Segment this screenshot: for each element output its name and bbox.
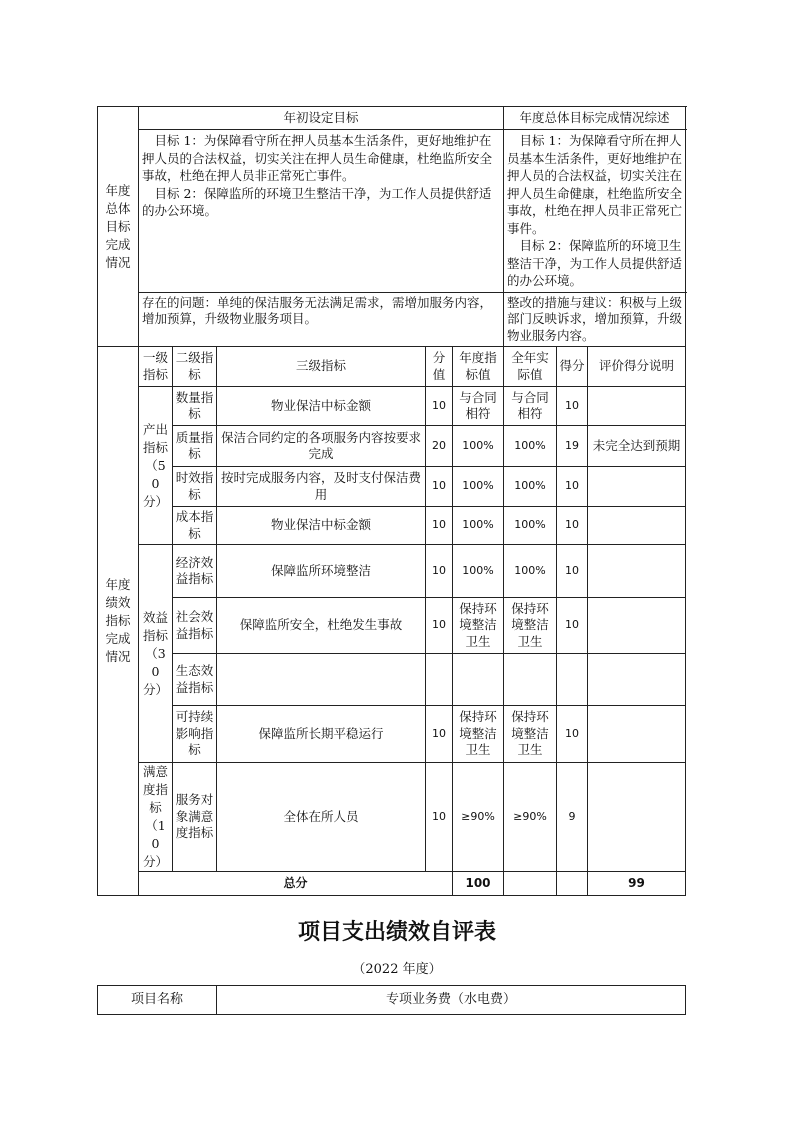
summary-header: 年度总体目标完成情况综述 — [504, 107, 686, 130]
level3-cell: 保障监所长期平稳运行 — [217, 706, 426, 763]
summary-goals — [504, 130, 686, 293]
target-cell: 100% — [453, 426, 504, 467]
document-year: （2022 年度） — [352, 962, 442, 977]
level3-cell — [217, 654, 426, 706]
level2-cell: 成本指标 — [173, 507, 217, 545]
target-cell: ≥90% — [453, 763, 504, 872]
level3-cell: 保障监所环境整洁 — [217, 545, 426, 598]
level3-cell: 保障监所安全，杜绝发生事故 — [217, 598, 426, 654]
note-cell — [588, 545, 686, 598]
group-benefit: 效益指标（30分） — [139, 545, 173, 763]
got-cell: 9 — [557, 763, 588, 872]
note-cell — [588, 654, 686, 706]
score-cell: 10 — [426, 387, 453, 426]
score-cell: 20 — [426, 426, 453, 467]
note-cell — [588, 467, 686, 507]
total-score: 100 — [453, 872, 504, 896]
header-actual: 全年实际值 — [504, 347, 557, 387]
project-info-table — [97, 985, 686, 1015]
project-name-value: 专项业务费（水电费） — [217, 986, 686, 1015]
got-cell: 19 — [557, 426, 588, 467]
table-row — [98, 426, 686, 467]
got-cell: 10 — [557, 706, 588, 763]
measures-text: 整改的措施与建议：积极与上级部门反映诉求，增加预算，升级物业服务内容。 — [504, 292, 686, 347]
initial-goal-2: 目标 2：保障监所的环境卫生整洁干净，为工作人员提供舒适的办公环境。 — [142, 185, 492, 218]
actual-cell: ≥90% — [504, 763, 557, 872]
table-row — [98, 763, 686, 872]
score-cell: 10 — [426, 467, 453, 507]
level3-cell: 按时完成服务内容，及时支付保洁费用 — [217, 467, 426, 507]
actual-cell: 100% — [504, 545, 557, 598]
table-row — [98, 545, 686, 598]
table-row — [98, 654, 686, 706]
total-got: 99 — [588, 872, 686, 896]
header-target: 年度指标值 — [453, 347, 504, 387]
score-cell: 10 — [426, 598, 453, 654]
got-cell: 10 — [557, 507, 588, 545]
total-label: 总分 — [139, 872, 453, 896]
level3-cell: 全体在所人员 — [217, 763, 426, 872]
project-name-label: 项目名称 — [98, 986, 217, 1015]
score-cell — [426, 654, 453, 706]
level2-cell: 经济效益指标 — [173, 545, 217, 598]
target-cell: 保持环境整洁卫生 — [453, 598, 504, 654]
level2-cell: 数量指标 — [173, 387, 217, 426]
total-actual — [557, 872, 588, 896]
header-score: 分值 — [426, 347, 453, 387]
total-target — [504, 872, 557, 896]
table-row — [98, 706, 686, 763]
got-cell — [557, 654, 588, 706]
got-cell: 10 — [557, 598, 588, 654]
level2-cell: 服务对象满意度指标 — [173, 763, 217, 872]
summary-goal-2: 目标 2：保障监所的环境卫生整洁干净，为工作人员提供舒适的办公环境。 — [507, 238, 683, 288]
header-level3: 三级指标 — [217, 347, 426, 387]
initial-goals — [139, 130, 504, 293]
target-cell: 100% — [453, 467, 504, 507]
score-cell: 10 — [426, 763, 453, 872]
level2-cell: 时效指标 — [173, 467, 217, 507]
target-cell: 100% — [453, 507, 504, 545]
table-row — [98, 507, 686, 545]
performance-table — [97, 106, 686, 896]
summary-goal-1: 目标 1：为保障看守所在押人员基本生活条件，更好地维护在押人员的合法权益，切实关注在押人员生命健康，杜绝监所安全事故，杜绝在押人员非正常死亡事件。 — [507, 133, 683, 236]
target-cell: 与合同相符 — [453, 387, 504, 426]
header-level2: 二级指标 — [173, 347, 217, 387]
level2-cell: 质量指标 — [173, 426, 217, 467]
header-got: 得分 — [557, 347, 588, 387]
note-cell — [588, 387, 686, 426]
actual-cell: 100% — [504, 426, 557, 467]
header-note: 评价得分说明 — [588, 347, 686, 387]
got-cell: 10 — [557, 467, 588, 507]
level2-cell: 可持续影响指标 — [173, 706, 217, 763]
level3-cell: 物业保洁中标金额 — [217, 507, 426, 545]
table-row — [98, 598, 686, 654]
note-cell: 未完全达到预期 — [588, 426, 686, 467]
note-cell — [588, 706, 686, 763]
perf-section-label: 年度绩效指标完成情况 — [98, 347, 139, 896]
goal-section-label: 年度总体目标完成情况 — [98, 107, 139, 347]
level3-cell: 物业保洁中标金额 — [217, 387, 426, 426]
level3-cell: 保洁合同约定的各项服务内容按要求完成 — [217, 426, 426, 467]
document-title: 项目支出绩效自评表 — [297, 920, 496, 945]
score-cell: 10 — [426, 507, 453, 545]
note-cell — [588, 763, 686, 872]
initial-goals-header: 年初设定目标 — [139, 107, 504, 130]
actual-cell: 100% — [504, 507, 557, 545]
actual-cell: 与合同相符 — [504, 387, 557, 426]
group-output: 产出指标（50分） — [139, 387, 173, 545]
got-cell: 10 — [557, 387, 588, 426]
total-row — [98, 872, 686, 896]
actual-cell: 保持环境整洁卫生 — [504, 598, 557, 654]
score-cell: 10 — [426, 706, 453, 763]
actual-cell: 保持环境整洁卫生 — [504, 706, 557, 763]
got-cell: 10 — [557, 545, 588, 598]
note-cell — [588, 598, 686, 654]
target-cell: 保持环境整洁卫生 — [453, 706, 504, 763]
group-satisfaction: 满意度指标（10分） — [139, 763, 173, 872]
header-level1: 一级指标 — [139, 347, 173, 387]
target-cell — [453, 654, 504, 706]
actual-cell — [504, 654, 557, 706]
actual-cell: 100% — [504, 467, 557, 507]
target-cell: 100% — [453, 545, 504, 598]
level2-cell: 社会效益指标 — [173, 598, 217, 654]
level2-cell: 生态效益指标 — [173, 654, 217, 706]
problems-text: 存在的问题：单纯的保洁服务无法满足需求，需增加服务内容，增加预算，升级物业服务项目。 — [139, 292, 504, 347]
note-cell — [588, 507, 686, 545]
score-cell: 10 — [426, 545, 453, 598]
initial-goal-1: 目标 1：为保障看守所在押人员基本生活条件，更好地维护在押人员的合法权益，切实关注在押人员生命健康，杜绝监所安全事故，杜绝在押人员非正常死亡事件。 — [142, 133, 493, 183]
table-row — [98, 467, 686, 507]
table-row — [98, 387, 686, 426]
